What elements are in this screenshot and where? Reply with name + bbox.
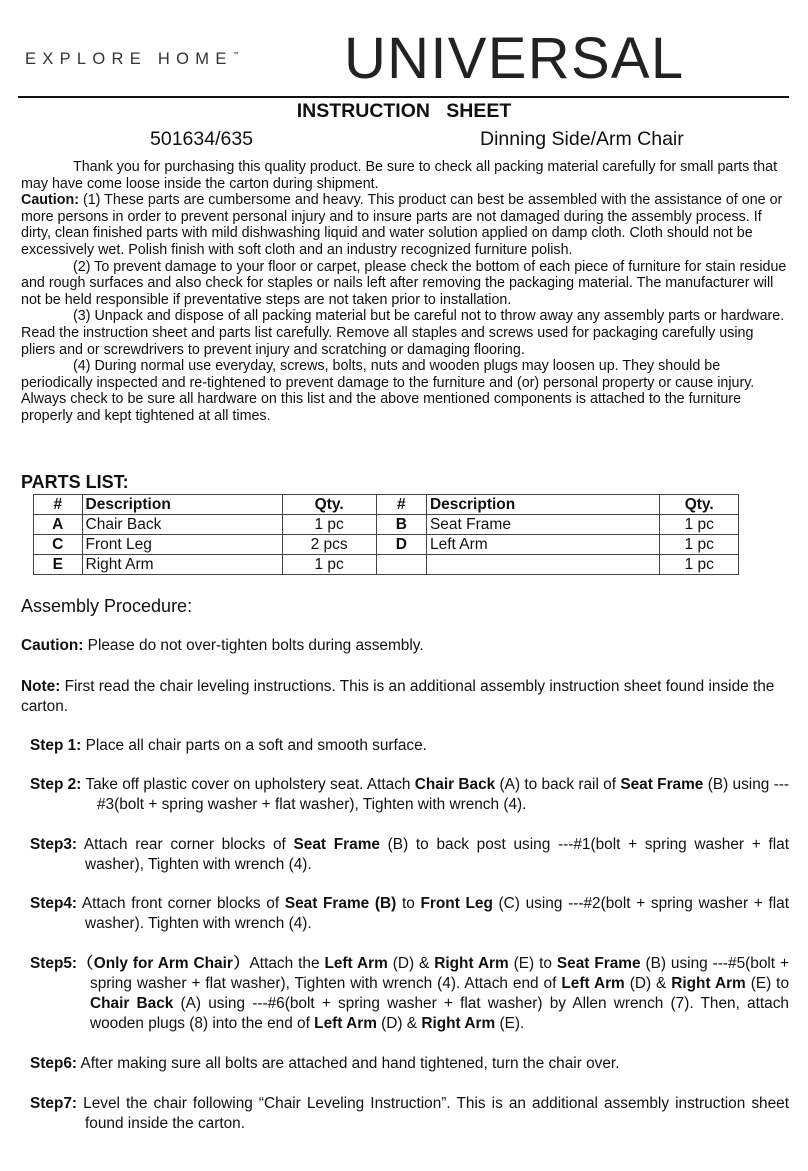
- step-5-text: (E) to: [745, 975, 790, 992]
- part-name-left-arm: Left Arm: [561, 975, 625, 992]
- intro-caution-4: (4) During normal use everyday, screws, bolts, nuts and wooden plugs may loosen up. They should be periodically inspected and re-tightened to prevent damage to the furniture and (or) personal property or cause injury. Always check to be sure all hardware on this list and the above mentioned components is attached to the furniture properly and kept tightened at all times.: [21, 358, 755, 424]
- assembly-caution-label: Caution:: [21, 637, 84, 654]
- brand-secondary-text: EXPLORE HOME: [25, 50, 233, 68]
- step-4: [30, 894, 789, 934]
- part-num: D: [376, 535, 426, 555]
- step-2-text: (B) using ---#3(bolt + spring washer + flat washer), Tighten with wrench (4).: [97, 776, 789, 813]
- part-description: Right Arm: [82, 555, 282, 575]
- part-qty: 1 pc: [282, 515, 376, 535]
- part-description: [426, 555, 659, 575]
- step-7: [30, 1094, 789, 1134]
- intro-caution-1: [21, 192, 789, 258]
- table-row: [34, 535, 739, 555]
- part-num: E: [34, 555, 83, 575]
- part-qty: 1 pc: [660, 515, 739, 535]
- table-row: [34, 555, 739, 575]
- step-5-text: (E).: [495, 1015, 525, 1032]
- part-num: B: [376, 515, 426, 535]
- part-name-chair-back: Chair Back: [90, 995, 174, 1012]
- part-name-right-arm: Right Arm: [421, 1015, 496, 1032]
- part-description: Left Arm: [426, 535, 659, 555]
- brand-logo-universal: UNIVERSAL: [344, 26, 685, 91]
- part-name-right-arm: Right Arm: [434, 955, 509, 972]
- table-row: [34, 515, 739, 535]
- step-2-label: Step 2:: [30, 776, 82, 793]
- step-4-text: to: [396, 895, 421, 912]
- note-text: First read the chair leveling instructions. This is an additional assembly instruction sheet found inside the carton.: [21, 678, 775, 715]
- arm-chair-only-note: （Only for Arm Chair）: [77, 955, 250, 972]
- part-name-seat-frame: Seat Frame: [620, 776, 704, 793]
- part-name-seat-frame: Seat Frame: [556, 955, 641, 972]
- step-7-text: Level the chair following “Chair Leveling Instruction”. This is an additional assembly instruction sheet found inside the carton.: [77, 1095, 789, 1132]
- part-name-left-arm: Left Arm: [324, 955, 388, 972]
- col-header-num: #: [376, 495, 426, 515]
- part-num: C: [34, 535, 83, 555]
- step-6-text: After making sure all bolts are attached and hand tightened, turn the chair over.: [77, 1055, 620, 1072]
- assembly-caution: [21, 636, 787, 656]
- trademark-symbol: ™: [232, 52, 239, 58]
- step-5-text: (E) to: [508, 955, 557, 972]
- col-header-num: #: [34, 495, 83, 515]
- step-4-label: Step4:: [30, 895, 78, 912]
- col-header-description: Description: [426, 495, 659, 515]
- note-label: Note:: [21, 678, 61, 695]
- step-2: [30, 775, 789, 815]
- part-name-front-leg: Front Leg: [420, 895, 493, 912]
- step-5-text: (D) &: [624, 975, 672, 992]
- step-2-text: (A) to back rail of: [495, 776, 621, 793]
- step-5-text: (A) using ---#6(bolt + spring washer + flat washer) by Allen wrench (7). Then, attach wooden plugs (8) into the end of: [90, 995, 789, 1032]
- step-5-label: Step5:: [30, 955, 78, 972]
- step-5: [30, 954, 789, 1034]
- intro-caution-3: (3) Unpack and dispose of all packing material but be careful not to throw away any assembly parts or hardware. Read the instruction sheet and parts list carefully. Remove all staples and screws used for packaging carefully using pliers and or screwdrivers to prevent injury and scratching or damaging flooring.: [21, 308, 785, 358]
- intro-thanks: Thank you for purchasing this quality product. Be sure to check all packing material carefully for small parts that may have come loose inside the carton during shipment.: [21, 159, 778, 192]
- col-header-qty: Qty.: [660, 495, 739, 515]
- parts-table: [33, 494, 739, 575]
- step-6: [30, 1054, 788, 1074]
- step-2-text: Take off plastic cover on upholstery seat. Attach: [81, 776, 415, 793]
- brand-logo-explore-home: [25, 50, 239, 69]
- part-name-chair-back: Chair Back: [414, 776, 496, 793]
- step-3-text: (B) to back post using ---#1(bolt + spring washer + flat washer), Tighten with wrench (4).: [85, 836, 789, 873]
- page-title: INSTRUCTION SHEET: [296, 100, 512, 122]
- product-name: Dinning Side/Arm Chair: [480, 128, 684, 150]
- part-qty: 2 pcs: [282, 535, 376, 555]
- part-description: Front Leg: [82, 535, 282, 555]
- part-name-right-arm: Right Arm: [671, 975, 746, 992]
- part-description: Seat Frame: [426, 515, 659, 535]
- part-description: Chair Back: [82, 515, 282, 535]
- step-1: [30, 736, 788, 756]
- assembly-heading: Assembly Procedure:: [21, 596, 193, 616]
- caution-1-text: (1) These parts are cumbersome and heavy. This product can best be assembled with the assistance of one or more persons in order to prevent personal injury and to insure parts are not damaged during the assembly process. If dirty, clean finished parts with mild dishwashing liquid and water solution applied on damp cloth. Cloth should not be excessively wet. Polish finish with soft cloth and an industry recognized furniture polish.: [21, 192, 783, 258]
- col-header-description: Description: [82, 495, 282, 515]
- part-num: A: [34, 515, 83, 535]
- header-divider: [18, 96, 789, 98]
- step-3-text: Attach rear corner blocks of: [77, 836, 294, 853]
- parts-table-header: [34, 495, 739, 515]
- part-qty: 1 pc: [660, 535, 739, 555]
- parts-list-heading: PARTS LIST:: [21, 472, 129, 492]
- step-5-text: (D) &: [376, 1015, 422, 1032]
- part-qty: 1 pc: [282, 555, 376, 575]
- intro-caution-2: (2) To prevent damage to your floor or carpet, please check the bottom of each piece of furniture for stain residue and rough surfaces and also check for staples or nails left after removing the packaging material. The manufacturer will not be held responsible if preventative steps are not taken prior to installation.: [21, 258, 787, 308]
- step-3: [30, 835, 789, 875]
- col-header-qty: Qty.: [282, 495, 376, 515]
- intro-section: [21, 159, 789, 425]
- step-3-label: Step3:: [30, 836, 78, 853]
- part-qty: 1 pc: [660, 555, 739, 575]
- step-7-label: Step7:: [30, 1095, 78, 1112]
- caution-label: Caution:: [21, 192, 79, 209]
- step-5-text: (B) using ---#5(bolt + spring washer + flat washer), Tighten with wrench (4). Attach end of: [90, 955, 789, 992]
- step-4-text: Attach front corner blocks of: [77, 895, 285, 912]
- assembly-note: [21, 677, 787, 717]
- model-number: 501634/635: [150, 128, 254, 150]
- step-5-text: (D) &: [387, 955, 435, 972]
- step-6-label: Step6:: [30, 1055, 78, 1072]
- part-name-left-arm: Left Arm: [314, 1015, 377, 1032]
- step-1-text: Place all chair parts on a soft and smooth surface.: [81, 737, 427, 754]
- step-4-text: (C) using ---#2(bolt + spring washer + flat washer). Tighten with wrench (4).: [85, 895, 789, 932]
- assembly-caution-text: Please do not over-tighten bolts during assembly.: [83, 637, 424, 654]
- step-5-text: Attach the: [249, 955, 325, 972]
- part-num: [376, 555, 426, 575]
- step-1-label: Step 1:: [30, 737, 82, 754]
- part-name-seat-frame: Seat Frame (B): [284, 895, 397, 912]
- part-name-seat-frame: Seat Frame: [293, 836, 380, 853]
